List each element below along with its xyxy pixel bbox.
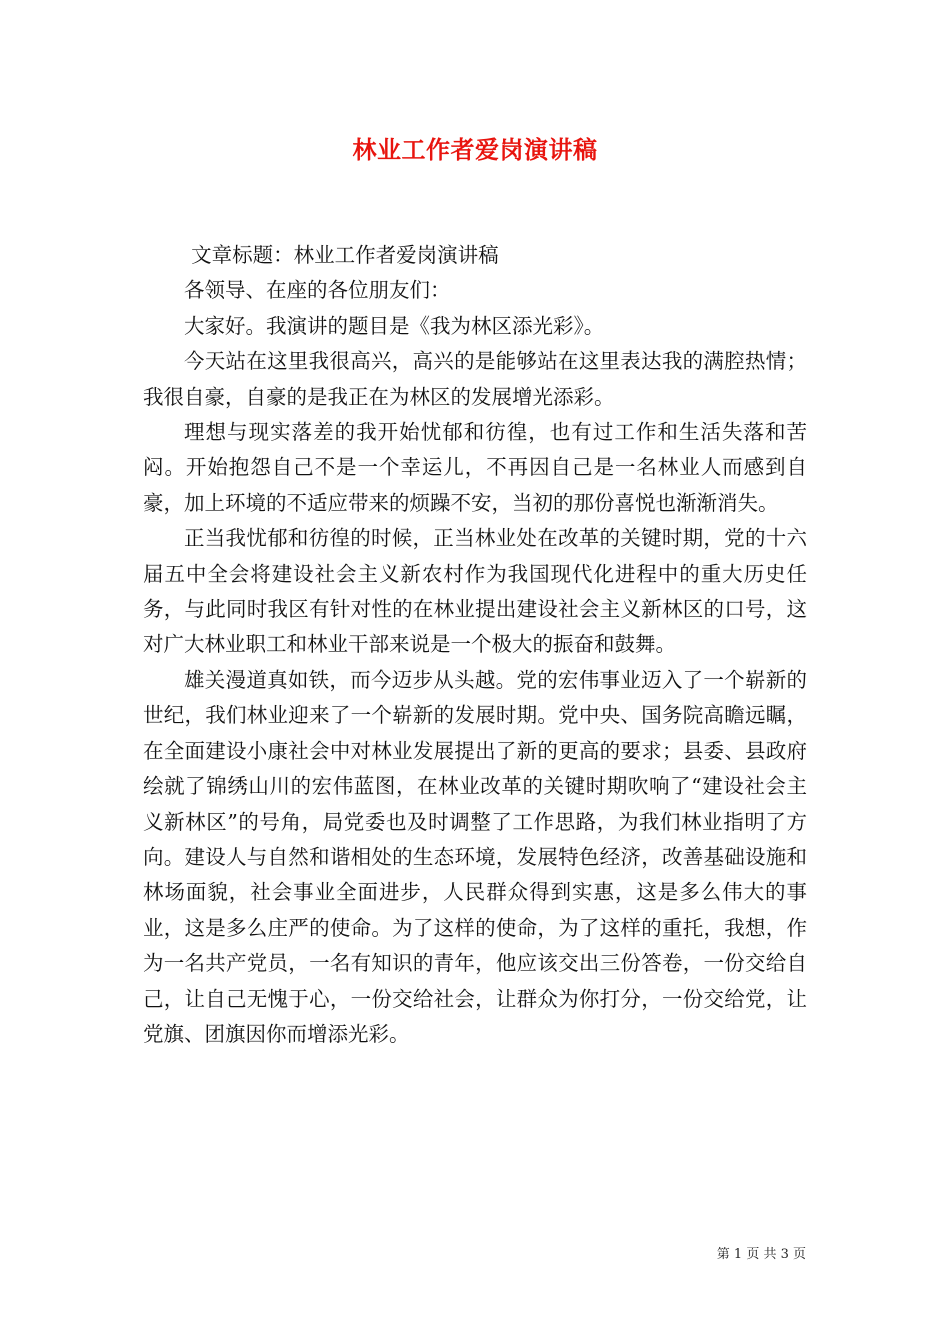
salutation: 各领导、在座的各位朋友们：	[184, 278, 451, 303]
paragraph-5: 雄关漫道真如铁，而今迈步从头越。党的宏伟事业迈入了一个崭新的世纪，我们林业迎来了一个崭新的发展时期。党中央、国务院高瞻远瞩，在全面建设小康社会中对林业发展提出了新的更高的要求；县委、县政府绘就了锦绣山川的宏伟蓝图，在林业改革的关键时期吹响了“建设社会主义新林区”的号角，局党委也及时调整了工作思路，为我们林业指明了方向。建设人与自然和谐相处的生态环境，发展特色经济，改善基础设施和林场面貌，社会事业全面进步，人民群众得到实惠，这是多么伟大的事业，这是多么庄严的使命。为了这样的使命，为了这样的重托，我想，作为一名共产党员，一名有知识的青年，他应该交出三份答卷，一份交给自己，让自己无愧于心，一份交给社会，让群众为你打分，一份交给党，让党旗、团旗因你而增添光彩。	[143, 667, 807, 1046]
paragraph-4: 正当我忧郁和彷徨的时候，正当林业处在改革的关键时期，党的十六届五中全会将建设社会主义新农村作为我国现代化进程中的重大历史任务，与此同时我区有针对性的在林业提出建设社会主义新林区的口号，这对广大林业职工和林业干部来说是一个极大的振奋和鼓舞。	[143, 526, 807, 657]
document-body	[143, 238, 807, 1052]
paragraph-3: 理想与现实落差的我开始忧郁和彷徨，也有过工作和生活失落和苦闷。开始抱怨自己不是一个幸运儿，不再因自己是一名林业人而感到自豪，加上环境的不适应带来的烦躁不安，当初的那份喜悦也渐渐消失。	[143, 420, 807, 515]
paragraph-2: 今天站在这里我很高兴，高兴的是能够站在这里表达我的满腔热情；我很自豪，自豪的是我正在为林区的发展增光添彩。	[143, 349, 807, 409]
document-title: 林业工作者爱岗演讲稿	[352, 135, 598, 164]
page-number: 第 1 页 共 3 页	[716, 1247, 806, 1262]
article-title-line: 文章标题：林业工作者爱岗演讲稿	[191, 243, 499, 267]
paragraph-1: 大家好。我演讲的题目是《我为林区添光彩》。	[184, 313, 605, 338]
